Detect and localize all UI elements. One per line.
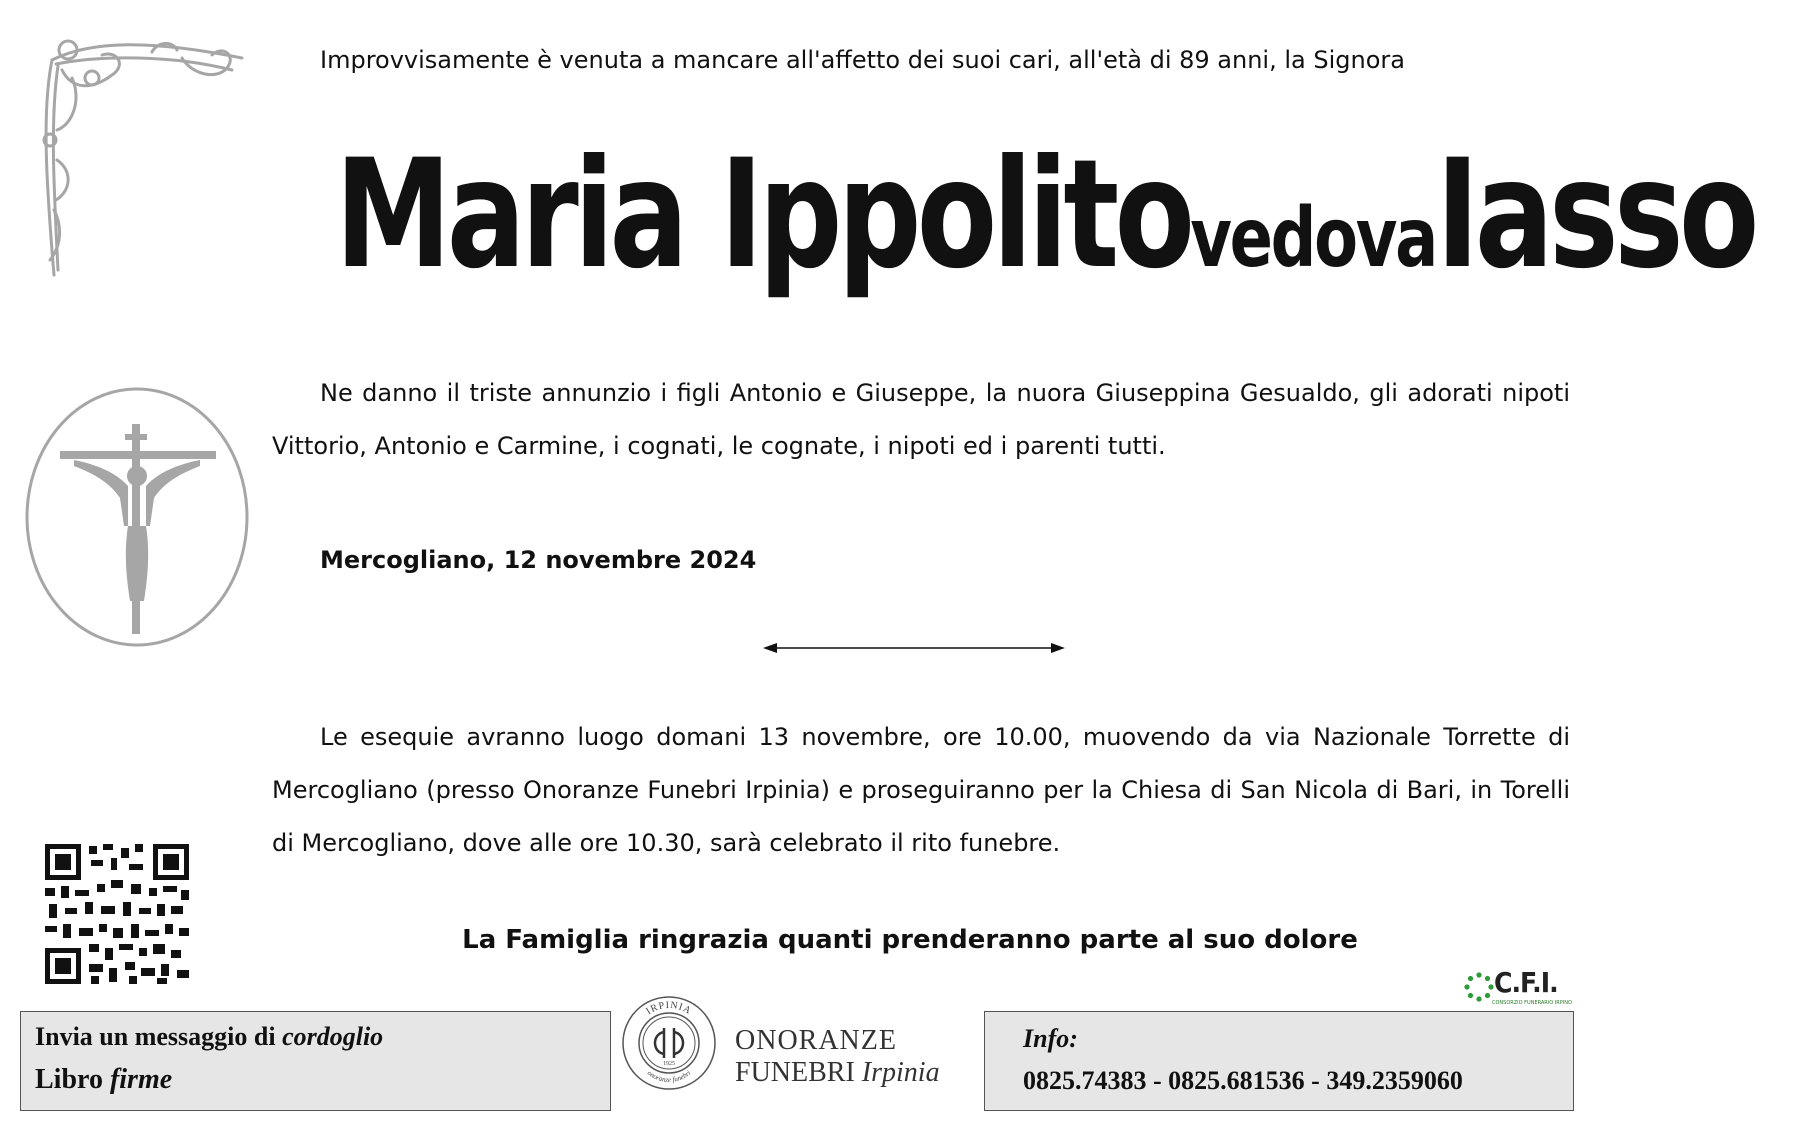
seal-bottom-text: onoranze funebri	[645, 1068, 693, 1085]
intro-line: Improvvisamente è venuta a mancare all'affetto dei suoi cari, all'età di 89 anni, la Signora	[320, 46, 1405, 74]
dots-ring-icon	[1464, 972, 1494, 1002]
name-connector: vedova	[1190, 191, 1436, 286]
family-paragraph: Ne danno il triste annunzio i figli Antonio e Giuseppe, la nuora Giuseppina Gesualdo, gli adorati nipoti Vittorio, Antonio e Carmine, i cognati, le cognate, i nipoti ed i parenti tutti.	[272, 379, 1570, 460]
condolence-box[interactable]	[20, 1011, 611, 1111]
guestbook-link[interactable]	[35, 1064, 172, 1096]
name-first: Maria Ippolito	[335, 128, 1191, 302]
condolence-italic: cordoglio	[282, 1022, 384, 1051]
seal-logo-icon	[620, 994, 718, 1092]
condolence-link[interactable]	[35, 1022, 383, 1052]
deceased-name	[335, 128, 1755, 302]
cfi-logo	[1464, 966, 1574, 1010]
cfi-text: C.F.I.	[1494, 966, 1558, 999]
brand-name-line2	[735, 1057, 940, 1089]
info-box	[984, 1011, 1574, 1111]
qr-code-icon	[45, 844, 189, 984]
thanks-line: La Famiglia ringrazia quanti prenderanno parte al suo dolore	[462, 925, 1358, 955]
seal-year: 1925	[663, 1061, 675, 1067]
info-label: Info:	[1023, 1024, 1078, 1053]
place-date: Mercogliano, 12 novembre 2024	[320, 546, 757, 574]
svg-text:IRPINIA	[644, 1000, 693, 1017]
brand-regular: FUNEBRI	[735, 1057, 862, 1088]
svg-text:onoranze funebri	[646, 1069, 693, 1084]
cfi-subtitle: CONSORZIO FUNERARIO IRPINO	[1492, 1000, 1572, 1006]
brand-italic: Irpinia	[861, 1057, 940, 1088]
funeral-paragraph: Le esequie avranno luogo domani 13 novembre, ore 10.00, muovendo da via Nazionale Torrette di Mercogliano (presso Onoranze Funebri Irpinia) e proseguiranno per la Chiesa di San Nicola di Bari, in Torelli di Mercogliano, dove alle ore 10.30, sarà celebrato il rito funebre.	[272, 723, 1570, 857]
crucifix-icon	[24, 386, 250, 648]
floral-corner-icon	[32, 30, 250, 285]
name-last: Iasso	[1435, 128, 1755, 302]
guestbook-prefix: Libro	[35, 1064, 110, 1095]
phone-numbers[interactable]: 0825.74383 - 0825.681536 - 349.2359060	[1023, 1066, 1463, 1095]
seal-top-text: IRPINIA	[644, 999, 694, 1018]
double-arrow-icon	[763, 640, 1065, 656]
brand-name-line1: ONORANZE	[735, 1025, 897, 1056]
guestbook-italic: firme	[109, 1064, 173, 1095]
condolence-prefix: Invia un messaggio di	[35, 1022, 283, 1051]
